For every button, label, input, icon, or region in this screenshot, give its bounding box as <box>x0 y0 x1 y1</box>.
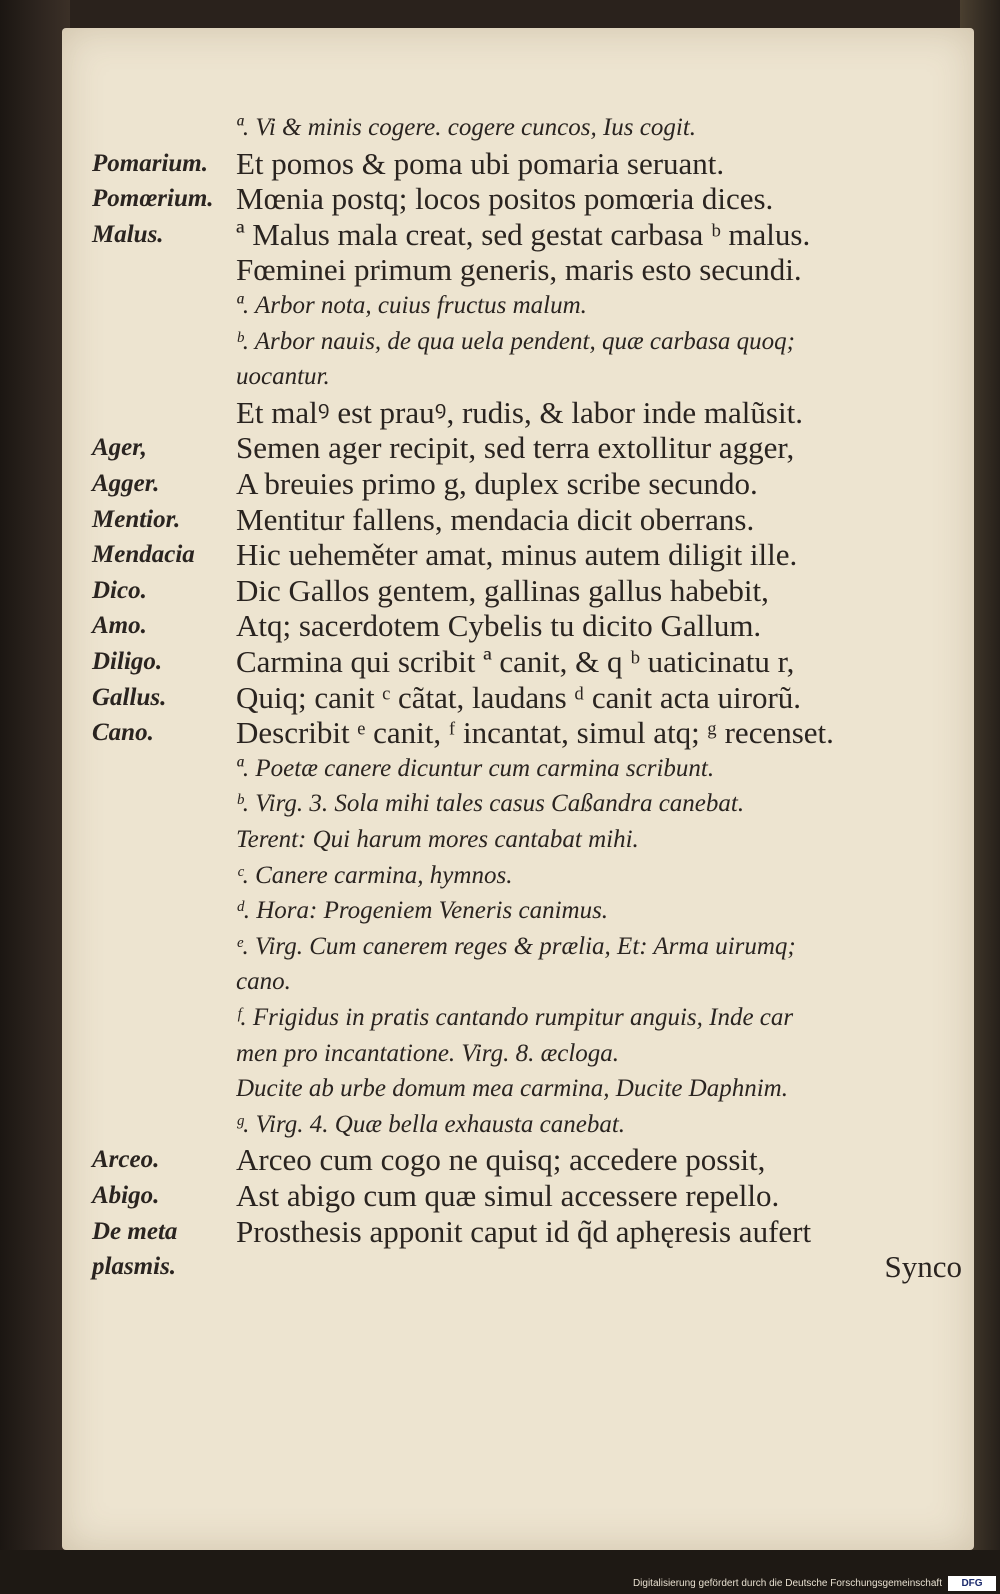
margin-note: Agger. <box>92 470 160 497</box>
commentary-text: ᵍ. Virg. 4. Quæ bella exhausta canebat. <box>236 1110 626 1138</box>
commentary-text: ª. Vi & minis cogere. cogere cuncos, Ius cogit. <box>236 114 697 141</box>
verse-text: Fœminei primum generis, maris esto secundi. <box>236 252 802 288</box>
commentary-text: ᵈ. Hora: Progeniem Veneris canimus. <box>236 897 609 925</box>
margin-note: Dico. <box>92 576 147 604</box>
text-line <box>62 1107 974 1143</box>
commentary-text: ª. Poetæ canere dicuntur cum carmina scribunt. <box>236 754 715 782</box>
text-line <box>62 395 974 431</box>
verse-text: Quiq; canit ᶜ cãtat, laudans ᵈ canit acta uirorũ. <box>236 679 802 715</box>
margin-note: Abigo. <box>92 1182 160 1209</box>
text-line <box>62 217 974 253</box>
commentary-text: ª. Arbor nota, cuius fructus malum. <box>236 292 587 319</box>
commentary-text: ᵇ. Arbor nauis, de qua uela pendent, quæ carbasa quoq; <box>236 327 796 355</box>
verse-text: Describit ᵉ canit, ᶠ incantat, simul atq; ᵍ recenset. <box>236 715 834 751</box>
text-line <box>62 893 974 929</box>
text-line <box>62 110 974 146</box>
text-line <box>62 822 974 858</box>
book-page <box>62 28 974 1550</box>
text-line <box>62 786 974 822</box>
verse-text: Hic ueheměter amat, minus autem diligit ille. <box>236 537 798 573</box>
commentary-text: cano. <box>236 968 291 996</box>
text-line <box>62 288 974 324</box>
verse-text: A breuies primo g, duplex scribe secundo. <box>236 466 758 501</box>
text-line <box>62 751 974 787</box>
margin-note: Amo. <box>92 612 147 640</box>
margin-note: Cano. <box>92 719 154 747</box>
commentary-text: ᶠ. Frigidus in pratis cantando rumpitur anguis, Inde car <box>236 1004 794 1031</box>
text-line <box>62 644 974 680</box>
commentary-text: ᵉ. Virg. Cum canerem reges & prælia, Et: Arma uirumq; <box>236 932 796 960</box>
verse-text: Et malꝰ est prauꝰ, rudis, & labor inde malũsit. <box>236 394 803 430</box>
verse-text: ª Malus mala creat, sed gestat carbasa ᵇ malus. <box>236 216 811 252</box>
commentary-text: Terent: Qui harum mores cantabat mihi. <box>236 826 639 853</box>
margin-note: Pomœrium. <box>92 185 214 213</box>
text-line <box>62 359 974 395</box>
text-line <box>62 1000 974 1036</box>
margin-note: Diligo. <box>92 648 163 675</box>
margin-note: Malus. <box>92 220 164 248</box>
book-binding <box>0 0 70 1594</box>
commentary-text: men pro incantatione. Virg. 8. æcloga. <box>236 1039 620 1067</box>
verse-text: Dic Gallos gentem, gallinas gallus habebit, <box>236 572 769 608</box>
verse-text: Arceo cum cogo ne quisq; accedere possit, <box>236 1142 766 1178</box>
text-line <box>62 181 974 217</box>
margin-note: plasmis. <box>92 1253 177 1281</box>
text-line <box>62 537 974 573</box>
text-line <box>62 1178 974 1214</box>
margin-note: Mendacia <box>92 541 195 569</box>
text-line <box>62 324 974 360</box>
text-line <box>62 146 974 182</box>
verse-text: Prosthesis apponit caput id q̃d aphęresis aufert <box>236 1213 812 1249</box>
text-line <box>62 1071 974 1107</box>
margin-note: De meta <box>92 1217 178 1245</box>
text-line <box>62 964 974 1000</box>
margin-note: Pomarium. <box>92 149 208 177</box>
commentary-text: ᶜ. Canere carmina, hymnos. <box>236 861 513 889</box>
commentary-text: uocantur. <box>236 363 330 391</box>
text-line <box>62 858 974 894</box>
text-line <box>62 715 974 751</box>
dfg-logo[interactable]: DFG <box>948 1576 996 1591</box>
commentary-text: ᵇ. Virg. 3. Sola mihi tales casus Caßandra canebat. <box>236 790 745 818</box>
text-line <box>62 680 974 716</box>
verse-text: Mœnia postq; locos positos pomœria dices. <box>236 181 774 217</box>
text-line <box>62 929 974 965</box>
text-line <box>62 573 974 609</box>
margin-note: Ager, <box>92 434 147 462</box>
footer-credit[interactable]: Digitalisierung gefördert durch die Deutsche Forschungsgemeinschaft <box>632 1578 942 1589</box>
text-line <box>62 252 974 288</box>
text-line <box>62 502 974 538</box>
text-line <box>62 608 974 644</box>
text-line <box>62 1142 974 1178</box>
margin-note: Arceo. <box>92 1146 160 1174</box>
text-line <box>62 1214 974 1250</box>
verse-text: Ast abigo cum quæ simul accessere repello. <box>236 1178 780 1213</box>
catchword: Synco <box>884 1249 962 1285</box>
verse-text: Carmina qui scribit ª canit, & q ᵇ uaticinatu r, <box>236 644 795 679</box>
verse-text: Et pomos & poma ubi pomaria seruant. <box>236 145 725 181</box>
verse-text: Atq; sacerdotem Cybelis tu dicito Gallum. <box>236 608 762 644</box>
text-line <box>62 466 974 502</box>
verse-text: Semen ager recipit, sed terra extollitur agger, <box>236 430 795 466</box>
margin-note: Gallus. <box>92 683 167 711</box>
commentary-text: Ducite ab urbe domum mea carmina, Ducite Daphnim. <box>236 1075 788 1103</box>
verse-text: Mentitur fallens, mendacia dicit oberrans. <box>236 501 755 537</box>
margin-note: Mentior. <box>92 505 181 533</box>
text-line <box>62 1036 974 1072</box>
text-line <box>62 430 974 466</box>
